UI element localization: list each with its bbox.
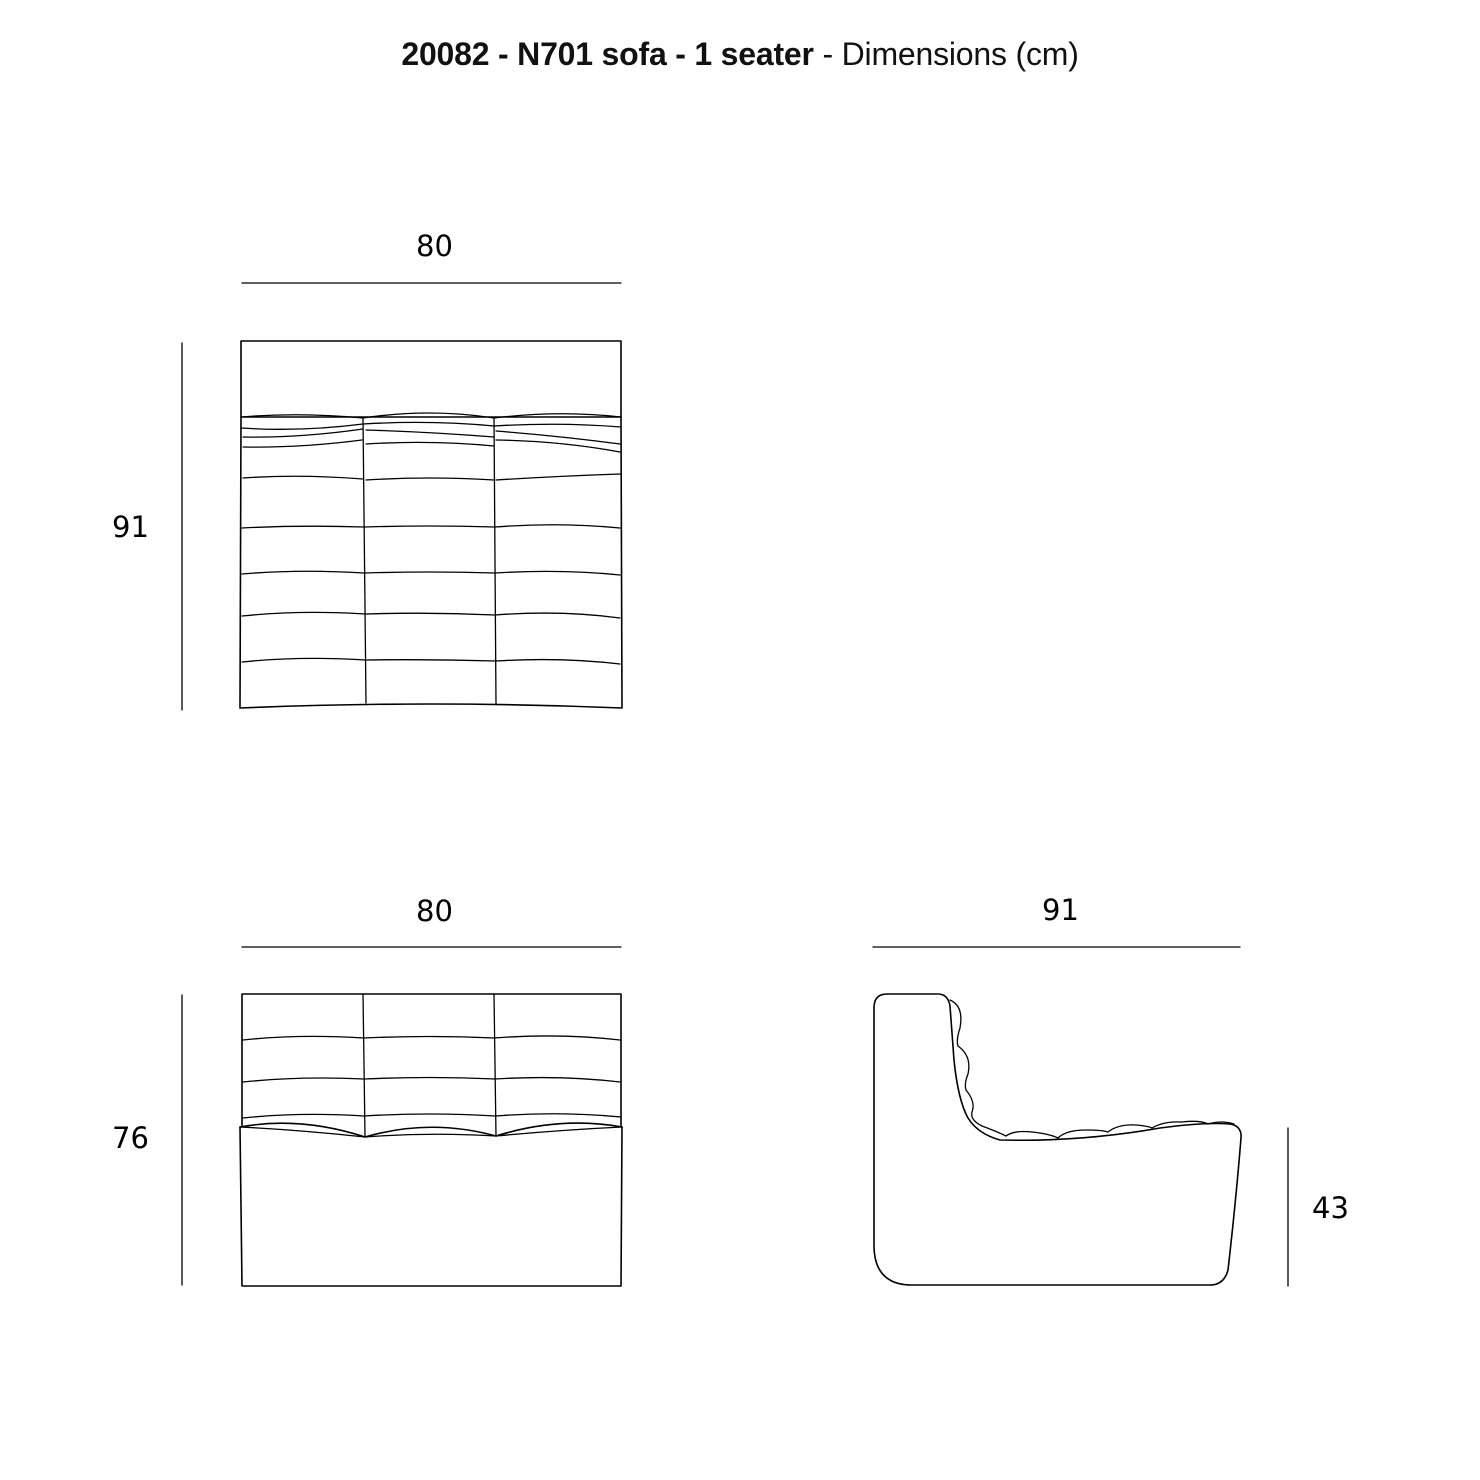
top-cushion-fold-2 (243, 429, 620, 444)
top-channel-2 (242, 525, 620, 528)
front-seam-left (363, 994, 365, 1136)
front-base (240, 1127, 622, 1286)
top-back-rest (241, 341, 621, 417)
top-channel-1 (243, 474, 620, 480)
front-seam-right (494, 994, 496, 1136)
front-view (182, 947, 622, 1286)
front-view-width-label: 80 (416, 894, 453, 928)
top-view-depth-label: 91 (112, 510, 149, 544)
top-view (182, 283, 622, 710)
side-back-cushion-scallops (950, 1000, 1006, 1136)
top-seat-outline (240, 417, 622, 708)
top-view-width-label: 80 (416, 229, 453, 263)
front-channel-2 (243, 1078, 620, 1083)
side-view (873, 947, 1288, 1286)
side-view-seat-height-label: 43 (1312, 1191, 1349, 1225)
top-channel-5 (242, 658, 620, 664)
front-channel-1 (243, 1036, 620, 1040)
top-channel-4 (242, 612, 620, 618)
title-product: 20082 - N701 sofa - 1 seater (401, 36, 814, 72)
top-channel-3 (242, 571, 620, 575)
front-channel-3 (243, 1114, 621, 1118)
front-back-rest (242, 994, 621, 1127)
title-suffix: - Dimensions (cm) (813, 36, 1079, 72)
side-silhouette (874, 994, 1241, 1285)
top-cushion-fold-3 (243, 440, 620, 452)
front-seat-cushion-inner (240, 1127, 622, 1137)
top-cushion-fold-1 (241, 422, 621, 429)
front-view-height-label: 76 (112, 1121, 149, 1155)
side-view-depth-label: 91 (1042, 893, 1079, 927)
